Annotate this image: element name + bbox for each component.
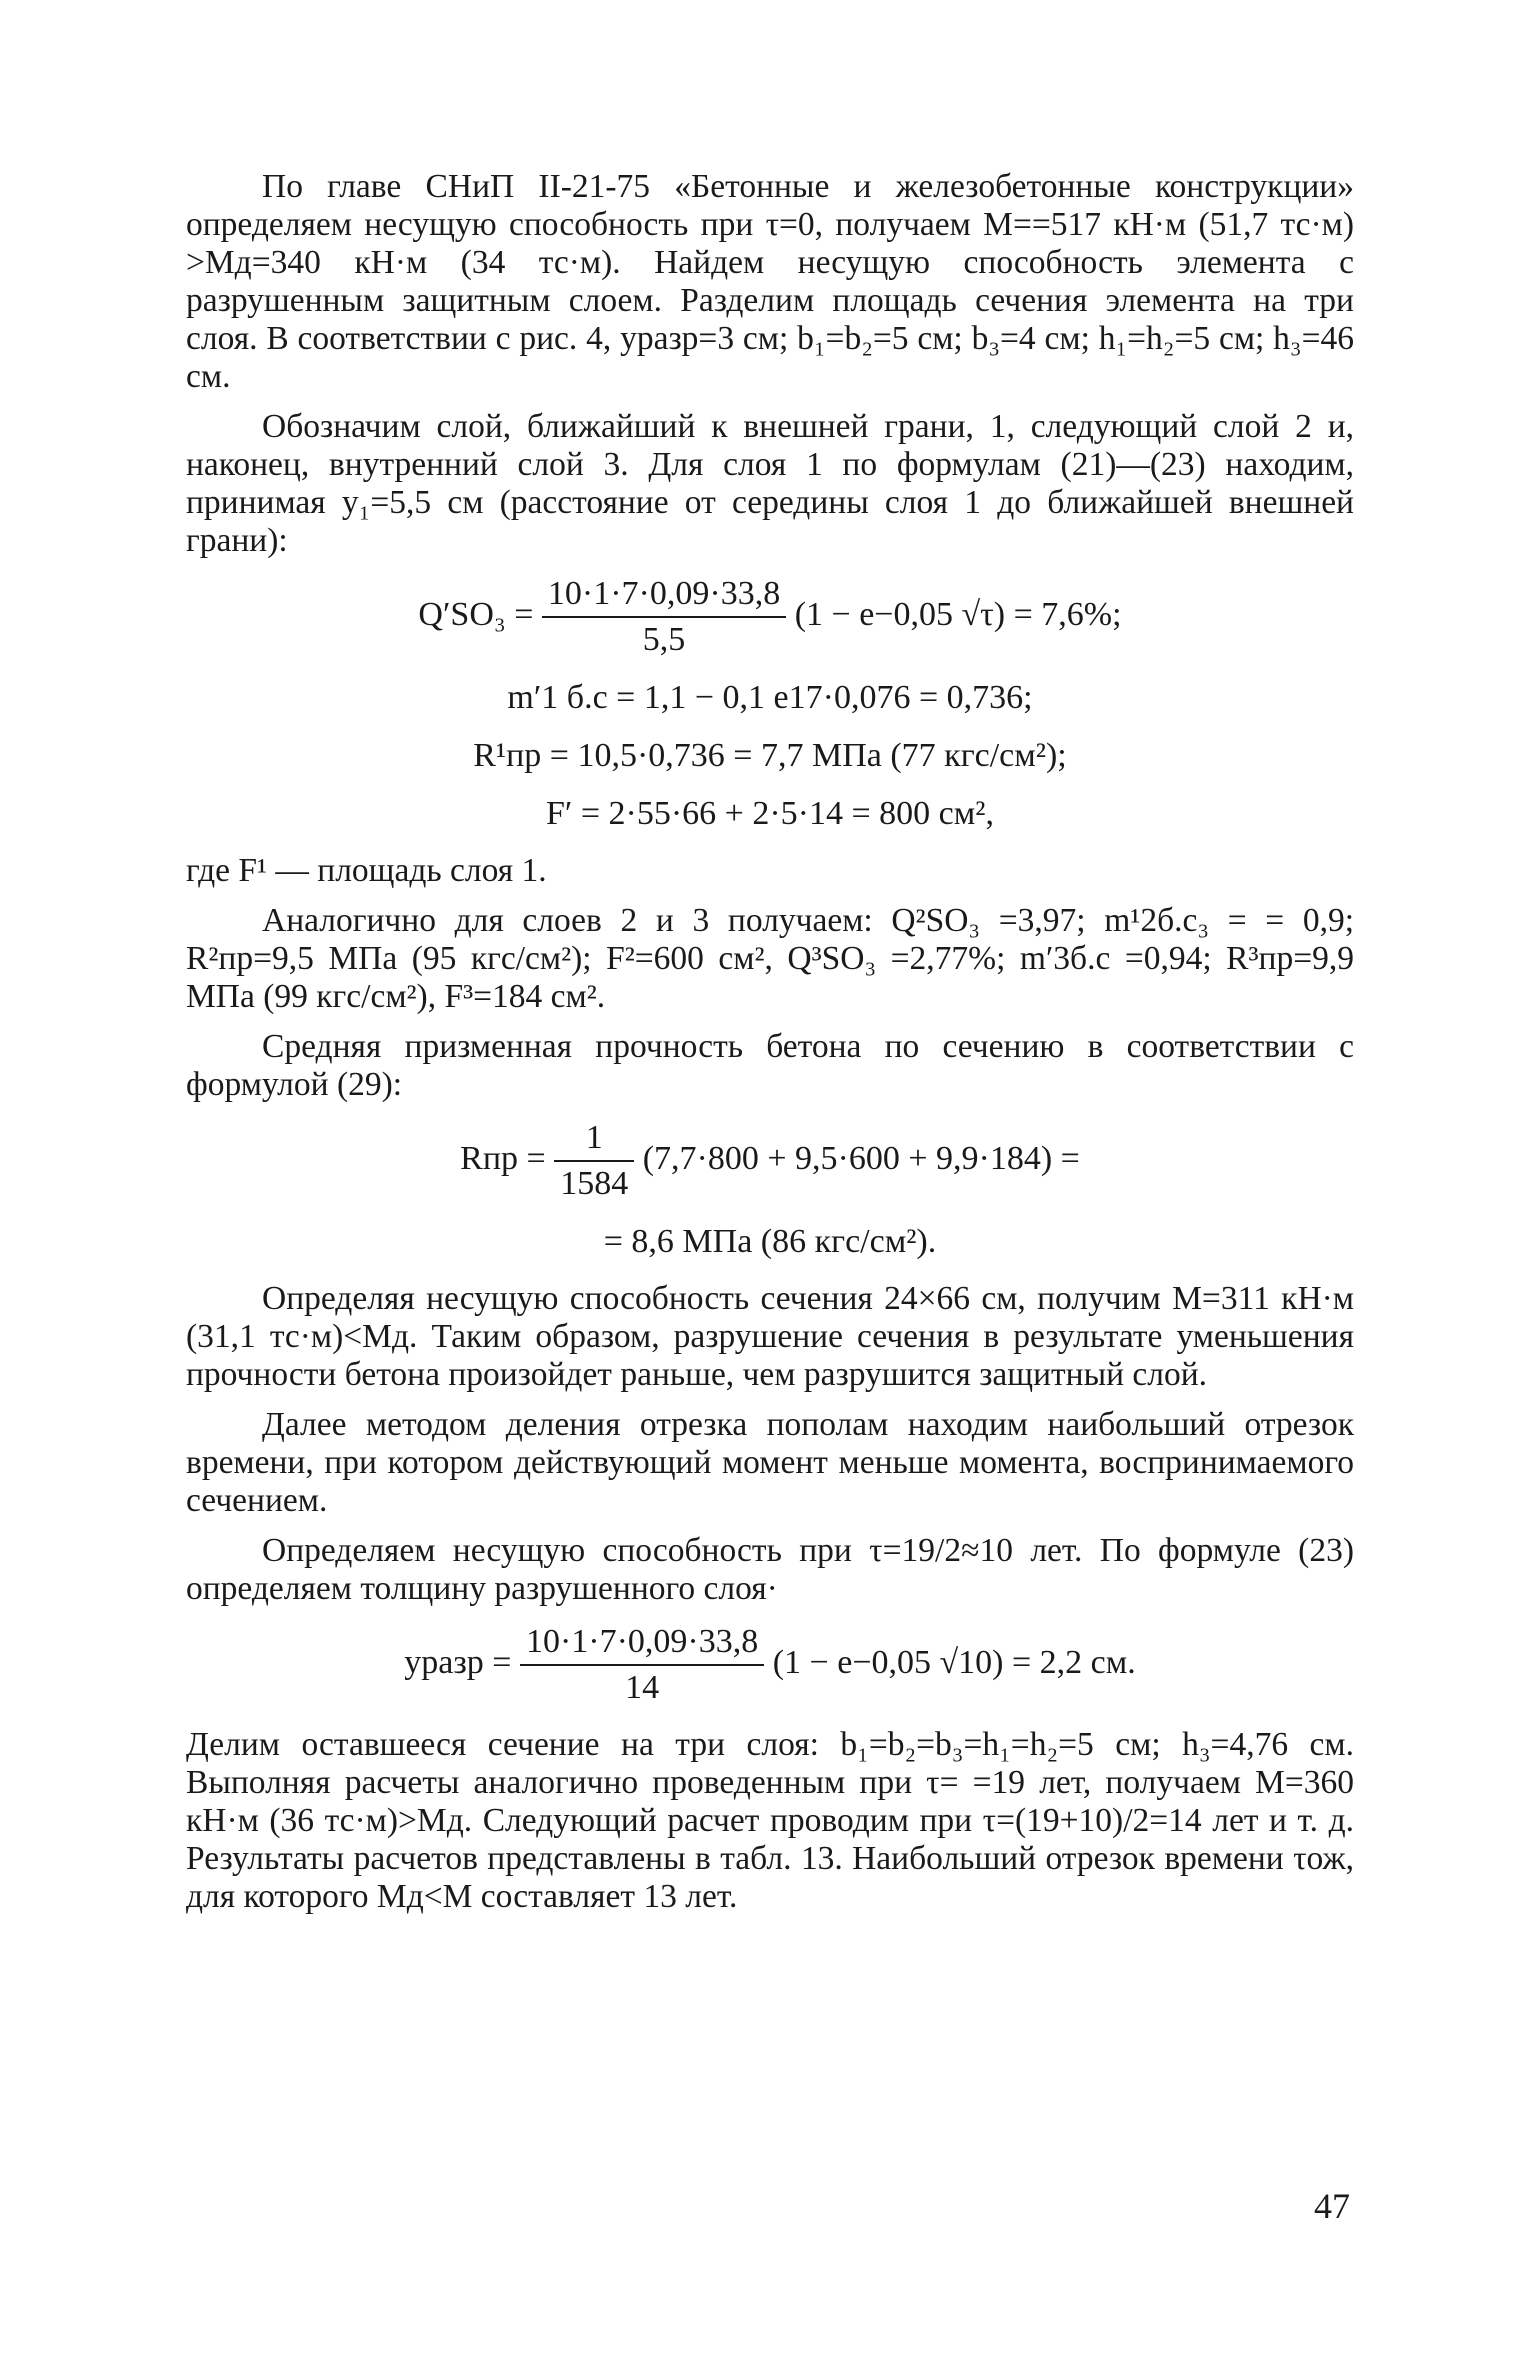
paragraph-2: Обозначим слой, ближайший к внешней грани, 1, следующий слой 2 и, наконец, внутренний слой 3. Для слоя 1 по формулам (21)—(23) находим, принимая y₁=5,5 см (расстояние от середины слоя 1 до ближайшей внешней грани): [186,408,1354,559]
paragraph-9: Делим оставшееся сечение на три слоя: b₁=b₂=b₃=h₁=h₂=5 см; h₃=4,76 см. Выполняя расчеты аналогично проведенным при τ= =19 лет, получаем M=360 кН·м (36 тс·м)>Mд. Следующий расчет проводим при τ=(19+10)/2=14 лет и т. д. Результаты расчетов представлены в табл. 13. Наибольший отрезок времени τож, для которого Mд<M составляет 13 лет. [186,1726,1354,1915]
equation-y-razr-numerator: 10·1·7·0,09·33,8 [520,1622,764,1666]
page-body [186,168,1354,1928]
equation-q-so3-numerator: 10·1·7·0,09·33,8 [542,574,786,618]
equation-m1bc: m′1 б.с = 1,1 − 0,1 e17·0,076 = 0,736; [507,679,1033,716]
paragraph-1: По главе СНиП II-21-75 «Бетонные и железобетонные конструкции» определяем несущую способность при τ=0, получаем M==517 кН·м (51,7 тс·м) >Mд=340 кН·м (34 тс·м). Найдем несущую способность элемента с разрушенным защитным слоем. Разделим площадь сечения элемента на три слоя. В соответствии с рис. 4, yразр=3 см; b₁=b₂=5 см; b₃=4 см; h₁=h₂=5 см; h₃=46 см. [186,168,1354,395]
equation-y-razr-fraction [520,1622,764,1708]
equation-q-so3-rhs: (1 − e−0,05 √τ) = 7,6%; [794,595,1122,633]
equation-f-prime: F′ = 2·55·66 + 2·5·14 = 800 см², [546,795,994,832]
page-number: 47 [1314,2186,1350,2226]
equation-rpr-lhs: Rпр = [460,1139,546,1177]
paragraph-3: где F¹ — площадь слоя 1. [186,852,547,889]
equation-rpr-fraction [554,1118,634,1204]
equation-y-razr-lhs: yразр = [404,1643,512,1681]
paragraph-4: Аналогично для слоев 2 и 3 получаем: Q²SO₃ =3,97; m¹2б.с₃ = = 0,9; R²пр=9,5 МПа (95 кгс/см²); F²=600 см², Q³SO₃ =2,77%; m′3б.с =0,94; R³пр=9,9 МПа (99 кгс/см²), F³=184 см². [186,902,1354,1015]
equation-r1pr: R¹пр = 10,5·0,736 = 7,7 МПа (77 кгс/см²); [473,737,1067,774]
equation-q-so3-lhs: Q′SO₃ = [418,595,534,633]
equation-q-so3-denominator: 5,5 [642,621,686,658]
equation-rpr-rhs: (7,7·800 + 9,5·600 + 9,9·184) = [642,1139,1080,1177]
equation-rpr [186,1118,1354,1204]
equation-y-razr-denominator: 14 [625,1669,660,1706]
equation-rpr-numerator: 1 [554,1118,634,1162]
paragraph-8: Определяем несущую способность при τ=19/2≈10 лет. По формуле (23) определяем толщину разрушенного слоя· [186,1532,1354,1607]
equation-rpr-result: = 8,6 МПа (86 кгс/см²). [603,1223,937,1260]
paragraph-7: Далее методом деления отрезка пополам находим наибольший отрезок времени, при котором действующий момент меньше момента, воспринимаемого сечением. [186,1406,1354,1519]
paragraph-6: Определяя несущую способность сечения 24×66 см, получим M=311 кН·м (31,1 тс·м)<Mд. Таким образом, разрушение сечения в результате уменьшения прочности бетона произойдет раньше, чем разрушится защитный слой. [186,1280,1354,1393]
equation-y-razr [186,1622,1354,1708]
equation-y-razr-rhs: (1 − e−0,05 √10) = 2,2 см. [772,1643,1136,1681]
equation-rpr-denominator: 1584 [560,1165,629,1202]
paragraph-5: Средняя призменная прочность бетона по сечению в соответствии с формулой (29): [186,1028,1354,1103]
equation-q-so3-fraction [542,574,786,660]
equation-q-so3 [186,574,1354,660]
